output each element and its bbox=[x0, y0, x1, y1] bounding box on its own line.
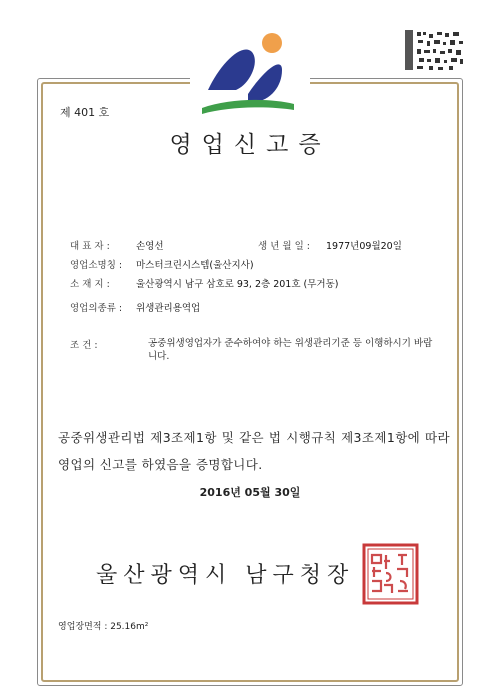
document-title: 영업신고증 bbox=[169, 132, 331, 158]
certification-statement: 공중위생관리법 제3조제1항 및 같은 법 시행규칙 제3조제1항에 따라 영업의 신고를 하였음을 증명합니다. bbox=[58, 430, 450, 472]
business-name-label: 영업소명칭 : bbox=[70, 260, 123, 271]
emblem-orange-circle bbox=[262, 33, 282, 53]
conditions-label: 조 건 : bbox=[70, 340, 98, 351]
official-seal-icon bbox=[362, 543, 419, 605]
business-type-label: 영업의종류 : bbox=[70, 303, 123, 314]
business-name-value: 마스터크린시스템(울산지사) bbox=[136, 260, 254, 271]
emblem-blue-wave bbox=[208, 50, 255, 90]
government-emblem-logo bbox=[190, 28, 310, 118]
business-area: 영업장면적 : 25.16m² bbox=[58, 622, 149, 632]
issuer-name: 울산광역시 남구청장 bbox=[96, 563, 355, 588]
birthdate-label: 생 년 월 일 : bbox=[258, 241, 310, 252]
address-value: 울산광역시 남구 삼호로 93, 2층 201호 (무거동) bbox=[136, 279, 339, 290]
representative-value: 손영선 bbox=[136, 241, 164, 252]
certificate-number: 제 401 호 bbox=[60, 106, 110, 119]
emblem-green-stroke bbox=[202, 100, 294, 114]
representative-label: 대 표 자 : bbox=[70, 241, 110, 252]
address-label: 소 재 지 : bbox=[70, 279, 110, 290]
qr-code-icon bbox=[403, 20, 467, 72]
birthdate-value: 1977년09월20일 bbox=[326, 241, 402, 252]
business-type-value: 위생관리용역업 bbox=[136, 303, 201, 314]
conditions-value: 공중위생영업자가 준수하여야 하는 위생관리기준 등 이행하시기 바랍니다. bbox=[148, 338, 433, 362]
issue-date: 2016년 05월 30일 bbox=[199, 486, 301, 499]
